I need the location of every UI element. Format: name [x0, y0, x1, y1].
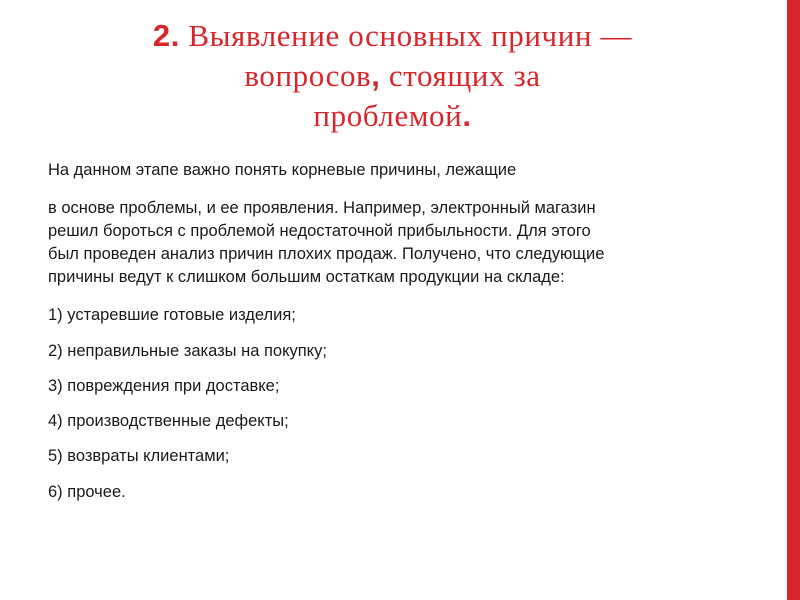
- title-dash: —: [600, 18, 633, 53]
- intro-line-3: решил бороться с проблемой недостаточной прибыльности. Для этого: [48, 222, 591, 240]
- title-line-2: [30, 56, 755, 96]
- title-line-3-text: проблемой: [313, 98, 463, 133]
- intro-line-5: причины ведут к слишком большим остаткам продукции на складе:: [48, 268, 565, 286]
- cause-item-5: 5) возвраты клиентами;: [48, 447, 230, 465]
- cause-item-1: 1) устаревшие готовые изделия;: [48, 306, 296, 324]
- title-line-2-text: вопросов: [244, 58, 372, 93]
- slide-title: [30, 16, 755, 136]
- title-line-3: [30, 96, 755, 136]
- title-comma: ,: [371, 58, 381, 93]
- accent-bar: [787, 0, 800, 600]
- title-line-2-rest: стоящих за: [388, 58, 541, 93]
- title-line-1-text: Выявление основных причин: [188, 18, 593, 53]
- title-number: 2.: [152, 18, 180, 53]
- intro-line-4: был проведен анализ причин плохих продаж. Получено, что следующие: [48, 245, 605, 263]
- intro-line-1: На данном этапе важно понять корневые причины, лежащие: [48, 161, 517, 179]
- cause-item-3: 3) повреждения при доставке;: [48, 377, 280, 395]
- cause-item-6: 6) прочее.: [48, 483, 126, 501]
- cause-item-4: 4) производственные дефекты;: [48, 412, 289, 430]
- title-period: .: [462, 98, 472, 133]
- cause-item-2: 2) неправильные заказы на покупку;: [48, 342, 327, 360]
- title-line-1: [30, 16, 755, 56]
- intro-line-2: в основе проблемы, и ее проявления. Например, электронный магазин: [48, 199, 596, 217]
